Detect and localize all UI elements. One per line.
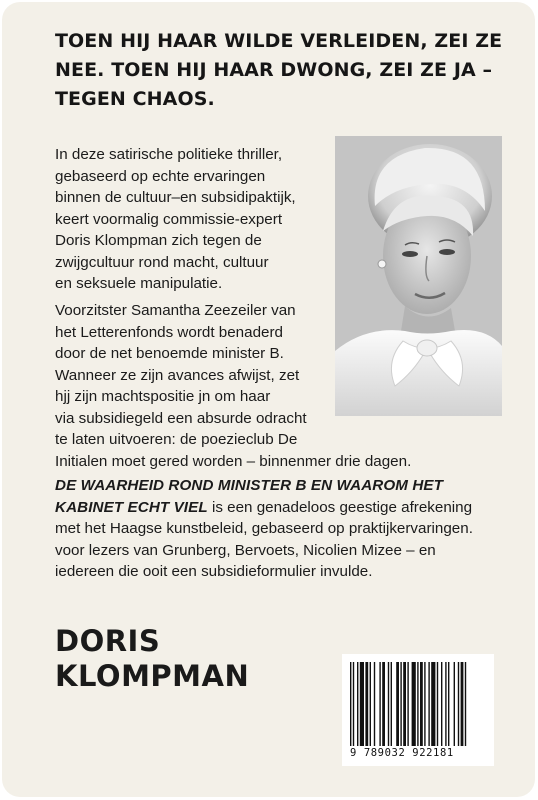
author-first-name: DORIS bbox=[55, 624, 161, 658]
text-line: met het Haagse kunstbeleid, gebaseerd op praktijkervaringen. bbox=[55, 520, 473, 537]
author-last-name: KLOMPMAN bbox=[55, 659, 250, 693]
text-line: zwijgcultuur rond macht, cultuur bbox=[55, 253, 269, 271]
book-title-line: KABINET ECHT VIEL bbox=[55, 498, 208, 516]
text-line: en seksuele manipulatie. bbox=[55, 275, 223, 292]
tagline bbox=[55, 27, 515, 114]
text-line: iedereen die ooit een subsidieformulier invulde. bbox=[55, 563, 373, 580]
tagline-line: TOEN HIJ HAAR WILDE VERLEIDEN, ZEI ZE bbox=[55, 30, 503, 52]
text-line: Doris Klompman zich tegen de bbox=[55, 232, 262, 249]
text-line: In deze satirische politieke thriller, bbox=[55, 146, 283, 163]
text-line bbox=[55, 497, 525, 519]
book-title-line: DE WAARHEID ROND MINISTER B EN WAAROM HET bbox=[55, 477, 444, 494]
text-line: het Letterenfonds wordt benaderd bbox=[55, 323, 283, 341]
text-line: te laten uitvoeren: de poezieclub De bbox=[55, 431, 298, 448]
text-line: door de net benoemde minister B. bbox=[55, 345, 284, 362]
text-line: gebaseerd op echte ervaringen bbox=[55, 167, 266, 185]
text-line: keert voormalig commissie-expert bbox=[55, 210, 283, 228]
isbn-number: 9 789032 922181 bbox=[350, 747, 454, 759]
text-fragment: is een genadeloos geestige afrekening bbox=[207, 498, 473, 516]
text-line: via subsidiegeld een absurde odracht bbox=[55, 409, 307, 427]
synopsis-paragraph-3 bbox=[55, 475, 525, 583]
text-line: Initialen moet gered worden – binnenmer drie dagen. bbox=[55, 452, 412, 470]
tagline-line: NEE. TOEN HIJ HAAR DWONG, ZEI ZE JA – bbox=[55, 59, 493, 81]
text-line: Voorzitster Samantha Zeezeiler van bbox=[55, 302, 296, 319]
tagline-line: TEGEN CHAOS. bbox=[55, 88, 215, 110]
synopsis-paragraph-1 bbox=[55, 144, 335, 295]
back-cover bbox=[2, 2, 535, 797]
barcode-bars bbox=[350, 662, 486, 746]
text-line: voor lezers van Grunberg, Bervoets, Nicolien Mizee – en bbox=[55, 541, 436, 559]
barcode bbox=[342, 654, 494, 766]
text-line: hjj zijn machtspositie jn om haar bbox=[55, 388, 271, 405]
synopsis-paragraph-2 bbox=[55, 300, 485, 472]
author-name bbox=[55, 624, 249, 694]
text-line: Wanneer ze zijn avances afwijst, zet bbox=[55, 366, 300, 384]
text-line: binnen de cultuur–en subsidipaktijk, bbox=[55, 189, 296, 206]
